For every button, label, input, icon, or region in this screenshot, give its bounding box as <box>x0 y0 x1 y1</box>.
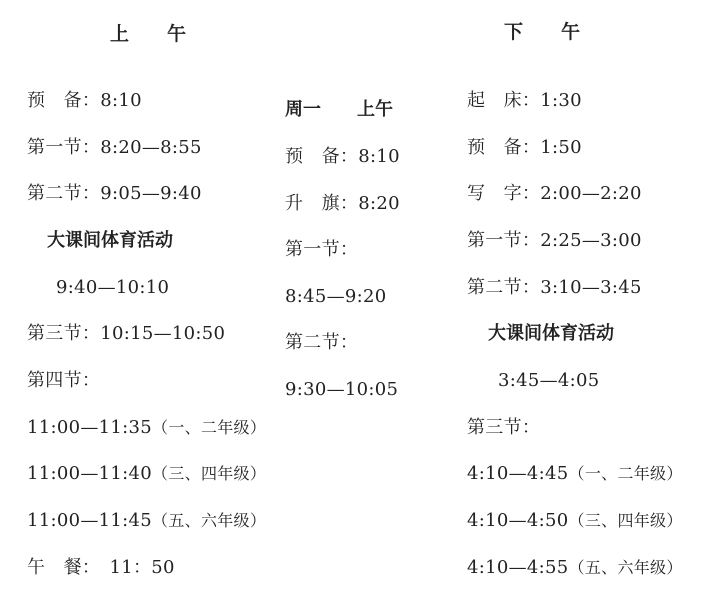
afternoon-writing: 写 字：2:00—2:20 <box>467 183 642 204</box>
morning-activity-time: 9:40—10:10 <box>56 277 170 298</box>
afternoon-wake-up: 起 床：1:30 <box>467 90 582 111</box>
monday-prep: 预 备：8:10 <box>285 146 400 167</box>
afternoon-prep: 预 备：1:50 <box>467 137 582 158</box>
morning-period-3: 第三节：10:15—10:50 <box>27 323 226 344</box>
grade-note: （一、二年级） <box>568 464 683 483</box>
afternoon-period-1: 第一节：2:25—3:00 <box>467 230 642 251</box>
morning-period-2: 第二节：9:05—9:40 <box>27 183 202 204</box>
afternoon-title: 下 午 <box>504 21 581 43</box>
grade-note: （三、四年级） <box>152 464 267 483</box>
period-time: 11:00—11:40 <box>27 463 153 484</box>
afternoon-activity-title: 大课间体育活动 <box>488 323 614 344</box>
grade-note: （五、六年级） <box>152 511 267 530</box>
afternoon-period-3-row <box>467 509 683 533</box>
period-time: 4:10—4:50 <box>467 510 569 531</box>
morning-period-4-row <box>27 509 266 533</box>
afternoon-period-3-row <box>467 556 683 580</box>
morning-lunch: 午 餐： 11：50 <box>27 557 175 578</box>
monday-flag-raising: 升 旗：8:20 <box>285 193 400 214</box>
morning-title: 上 午 <box>110 23 187 45</box>
afternoon-period-2: 第二节：3:10—3:45 <box>467 277 642 298</box>
grade-note: （五、六年级） <box>568 558 683 577</box>
morning-prep: 预 备：8:10 <box>27 90 142 111</box>
morning-period-4-row <box>27 462 266 486</box>
grade-note: （三、四年级） <box>568 511 683 530</box>
monday-period-2-label: 第二节： <box>285 332 359 353</box>
period-time: 11:00—11:35 <box>27 417 153 438</box>
monday-period-2-time: 9:30—10:05 <box>285 379 399 400</box>
monday-title: 周一 上午 <box>285 99 393 120</box>
period-time: 4:10—4:55 <box>467 557 569 578</box>
morning-period-4-row <box>27 416 266 440</box>
monday-period-1-time: 8:45—9:20 <box>285 286 387 307</box>
morning-period-4-label: 第四节： <box>27 370 101 391</box>
morning-activity-title: 大课间体育活动 <box>47 230 173 251</box>
afternoon-period-3-row <box>467 462 683 486</box>
period-time: 11:00—11:45 <box>27 510 153 531</box>
afternoon-activity-time: 3:45—4:05 <box>498 370 600 391</box>
afternoon-period-3-label: 第三节： <box>467 417 541 438</box>
grade-note: （一、二年级） <box>152 418 267 437</box>
period-time: 4:10—4:45 <box>467 463 569 484</box>
morning-period-1: 第一节：8:20—8:55 <box>27 137 202 158</box>
monday-period-1-label: 第一节： <box>285 239 359 260</box>
